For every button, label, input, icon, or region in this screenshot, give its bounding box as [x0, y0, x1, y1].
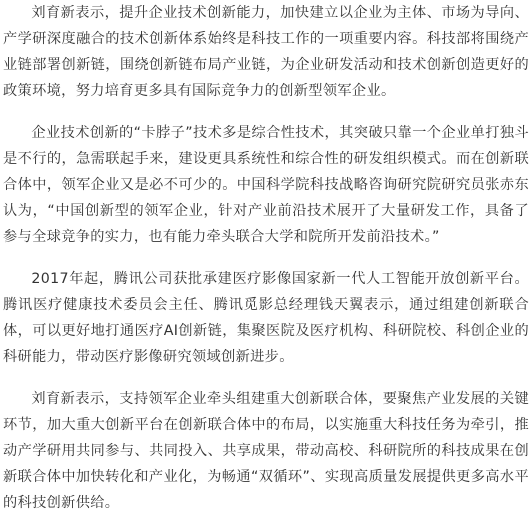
paragraph-3: 2017年起，腾讯公司获批承建医疗影像国家新一代人工智能开放创新平台。腾讯医疗健康技术委员会主任、腾讯觅影总经理钱天翼表示，通过组建创新联合体，可以更好地打通医疗AI创新链，集聚医院及医疗机构、科研院校、科创企业的科研能力，带动医疗影像研究领域创新进步。 — [3, 271, 529, 365]
paragraph-4: 刘育新表示，支持领军企业牵头组建重大创新联合体，要聚焦产业发展的关键环节，加大重大创新平台在创新联合体中的布局，以实施重大科技任务为牵引，推动产学研用共同参与、共同投入、共享成果，带动高校、科研院所的科技成果在创新联合体中加快转化和产业化，为畅通“双循环”、实现高质量发展提供更多高水平的科技创新供给。 — [3, 391, 529, 511]
paragraph-1: 刘育新表示，提升企业技术创新能力，加快建立以企业为主体、市场为导向、产学研深度融合的技术创新体系始终是科技工作的一项重要内容。科技部将围绕产业链部署创新链，围绕创新链布局产业链，为企业研发活动和技术创新创造更好的政策环境，努力培育更多具有国际竞争力的创新型领军企业。 — [3, 5, 529, 99]
paragraph-2: 企业技术创新的“卡脖子”技术多是综合性技术，其突破只靠一个企业单打独斗是不行的，急需联起手来，建设更具系统性和综合性的研发组织模式。而在创新联合体中，领军企业又是必不可少的。中国科学院科技战略咨询研究院研究员张赤东认为，“中国创新型的领军企业，针对产业前沿技术展开了大量研发工作，具备了参与全球竞争的实力，也有能力牵头联合大学和院所开发前沿技术。” — [3, 125, 529, 245]
